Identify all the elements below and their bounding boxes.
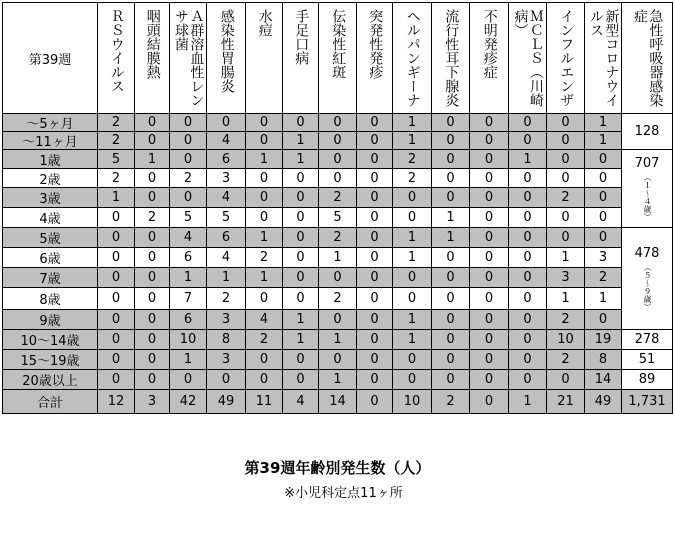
- table-cell: 2: [393, 150, 432, 169]
- table-cell: 1: [135, 150, 170, 169]
- table-cell: 0: [509, 288, 547, 310]
- table-cell: 0: [470, 330, 509, 350]
- table-cell: 0: [470, 228, 509, 248]
- table-cell: 5: [98, 150, 135, 169]
- total-cell: 2: [432, 390, 470, 414]
- table-cell: 0: [509, 132, 547, 150]
- table-cell: 1: [393, 310, 432, 330]
- table-cell: 0: [170, 370, 207, 390]
- row-label: 2歳: [2, 169, 98, 188]
- table-cell: 0: [207, 370, 246, 390]
- table-cell: 0: [319, 150, 357, 169]
- table-cell: 0: [319, 310, 357, 330]
- column-header-text: 不明発疹症: [481, 9, 498, 79]
- column-header: [98, 2, 135, 114]
- column-header-text: 手足口病: [293, 9, 310, 65]
- table-cell: 0: [470, 169, 509, 188]
- table-cell: 0: [207, 114, 246, 132]
- table-cell: 3: [585, 248, 622, 268]
- table-cell: 0: [246, 169, 283, 188]
- table-cell: 0: [357, 330, 393, 350]
- table-cell: 0: [470, 288, 509, 310]
- column-header: [283, 2, 319, 114]
- column-header-text: ヘルパンギーナ: [404, 9, 421, 107]
- table-cell: 4: [246, 310, 283, 330]
- table-cell: 0: [357, 228, 393, 248]
- table-cell: 0: [135, 114, 170, 132]
- acute-group-cell: [622, 228, 673, 330]
- acute-group-age-range: （５～９歳）: [642, 263, 652, 311]
- table-cell: 0: [170, 188, 207, 208]
- table-cell: 3: [207, 169, 246, 188]
- table-cell: 0: [509, 208, 547, 228]
- table-cell: 0: [357, 188, 393, 208]
- row-label: ～5ヶ月: [2, 114, 98, 132]
- column-header-text: ＲＳウイルス: [108, 9, 125, 93]
- column-header-text: 伝染性紅斑: [330, 9, 347, 79]
- table-cell: 2: [319, 288, 357, 310]
- table-cell: 2: [547, 188, 585, 208]
- table-cell: 0: [246, 208, 283, 228]
- table-cell: 0: [357, 169, 393, 188]
- table-cell: 0: [509, 114, 547, 132]
- table-cell: 0: [135, 132, 170, 150]
- total-cell: 0: [470, 390, 509, 414]
- table-cell: 0: [98, 288, 135, 310]
- table-cell: 0: [135, 330, 170, 350]
- table-cell: 0: [319, 169, 357, 188]
- table-cell: 0: [432, 310, 470, 330]
- column-header: [585, 2, 622, 114]
- table-cell: 0: [470, 248, 509, 268]
- column-header: [432, 2, 470, 114]
- table-cell: 1: [98, 188, 135, 208]
- table-cell: 2: [170, 169, 207, 188]
- table-cell: 7: [170, 288, 207, 310]
- table-cell: 0: [509, 350, 547, 370]
- table-cell: 8: [207, 330, 246, 350]
- acute-total-cell: 1,731: [622, 390, 673, 414]
- table-cell: 4: [207, 248, 246, 268]
- table-cell: 0: [246, 188, 283, 208]
- table-cell: 0: [283, 208, 319, 228]
- total-cell: 42: [170, 390, 207, 414]
- table-cell: 1: [283, 150, 319, 169]
- column-header-text: 水痘: [256, 9, 273, 37]
- table-cell: 0: [246, 114, 283, 132]
- table-cell: 0: [432, 350, 470, 370]
- table-cell: 0: [135, 310, 170, 330]
- table-cell: 0: [393, 370, 432, 390]
- row-label: 15～19歳: [2, 350, 98, 370]
- table-cell: 0: [432, 188, 470, 208]
- acute-group-cell: [622, 350, 673, 370]
- row-label: 4歳: [2, 208, 98, 228]
- table-cell: 0: [470, 132, 509, 150]
- table-cell: 0: [98, 248, 135, 268]
- table-cell: 0: [319, 132, 357, 150]
- table-cell: 0: [357, 208, 393, 228]
- column-header: [135, 2, 170, 114]
- table-cell: 5: [319, 208, 357, 228]
- table-cell: 0: [432, 132, 470, 150]
- table-cell: 1: [319, 370, 357, 390]
- table-cell: 0: [547, 150, 585, 169]
- table-cell: 0: [547, 370, 585, 390]
- table-cell: 0: [357, 268, 393, 288]
- table-cell: 6: [207, 228, 246, 248]
- table-cell: 3: [207, 310, 246, 330]
- table-cell: 5: [170, 208, 207, 228]
- table-cell: 0: [98, 350, 135, 370]
- table-cell: 0: [357, 132, 393, 150]
- acute-group-cell: [622, 330, 673, 350]
- table-cell: 0: [470, 310, 509, 330]
- table-cell: 1: [585, 114, 622, 132]
- table-cell: 1: [432, 228, 470, 248]
- table-cell: 0: [509, 310, 547, 330]
- table-cell: 0: [319, 350, 357, 370]
- table-cell: 0: [432, 150, 470, 169]
- table-cell: 0: [509, 188, 547, 208]
- table-cell: 0: [509, 169, 547, 188]
- total-cell: 14: [319, 390, 357, 414]
- row-label: 20歳以上: [2, 370, 98, 390]
- table-cell: 1: [393, 114, 432, 132]
- table-cell: 0: [547, 114, 585, 132]
- table-cell: 4: [170, 228, 207, 248]
- table-cell: 0: [432, 248, 470, 268]
- acute-group-value: 89: [638, 372, 656, 387]
- total-cell: 49: [585, 390, 622, 414]
- row-label: 10～14歳: [2, 330, 98, 350]
- table-cell: 0: [283, 228, 319, 248]
- table-cell: 1: [585, 288, 622, 310]
- row-label: 3歳: [2, 188, 98, 208]
- table-cell: 0: [547, 208, 585, 228]
- table-cell: 0: [393, 208, 432, 228]
- total-cell: 0: [357, 390, 393, 414]
- column-header-text: インフルエンザ: [558, 9, 575, 107]
- table-cell: 0: [357, 310, 393, 330]
- table-cell: 3: [207, 350, 246, 370]
- table-cell: 2: [547, 310, 585, 330]
- column-header-text: Ａ群溶血性レンサ球菌: [173, 9, 205, 107]
- table-cell: 6: [170, 310, 207, 330]
- table-cell: 1: [393, 330, 432, 350]
- table-cell: 0: [246, 132, 283, 150]
- table-cell: 0: [283, 248, 319, 268]
- table-cell: 6: [170, 248, 207, 268]
- table-cell: 1: [283, 310, 319, 330]
- table-cell: 1: [393, 132, 432, 150]
- table-cell: 0: [393, 350, 432, 370]
- table-cell: 0: [547, 228, 585, 248]
- table-cell: 1: [432, 208, 470, 228]
- column-header: [470, 2, 509, 114]
- table-cell: 0: [135, 169, 170, 188]
- column-header: [509, 2, 547, 114]
- acute-group-value: 51: [638, 352, 656, 367]
- table-cell: 0: [283, 169, 319, 188]
- table-cell: 1: [283, 132, 319, 150]
- table-cell: 0: [283, 288, 319, 310]
- table-cell: 0: [98, 228, 135, 248]
- table-cell: 1: [246, 150, 283, 169]
- table-cell: 0: [509, 248, 547, 268]
- total-cell: 3: [135, 390, 170, 414]
- table-cell: 2: [585, 268, 622, 288]
- acute-group-value: 278: [634, 332, 660, 347]
- table-cell: 2: [135, 208, 170, 228]
- table-cell: 0: [432, 268, 470, 288]
- table-cell: 0: [135, 268, 170, 288]
- table-cell: 3: [547, 268, 585, 288]
- table-cell: 0: [135, 370, 170, 390]
- table-cell: 2: [319, 228, 357, 248]
- table-cell: 0: [283, 114, 319, 132]
- table-cell: 2: [207, 288, 246, 310]
- table-cell: 2: [547, 350, 585, 370]
- table-cell: 0: [98, 208, 135, 228]
- table-cell: 1: [246, 268, 283, 288]
- table-cell: 1: [547, 248, 585, 268]
- acute-column-header: [622, 2, 673, 114]
- column-header: [207, 2, 246, 114]
- row-label: 7歳: [2, 268, 98, 288]
- column-header: [170, 2, 207, 114]
- column-header-text: ＭＣＬＳ（川崎病）: [512, 9, 544, 107]
- table-cell: 0: [283, 370, 319, 390]
- total-cell: 21: [547, 390, 585, 414]
- column-header: [357, 2, 393, 114]
- total-cell: 49: [207, 390, 246, 414]
- acute-group-value: 478: [634, 246, 660, 261]
- column-header: [547, 2, 585, 114]
- acute-group-cell: [622, 114, 673, 150]
- table-cell: 1: [246, 228, 283, 248]
- table-cell: 1: [393, 228, 432, 248]
- table-cell: 0: [470, 114, 509, 132]
- table-cell: 0: [135, 350, 170, 370]
- total-cell: 12: [98, 390, 135, 414]
- table-cell: 0: [470, 370, 509, 390]
- table-cell: 0: [470, 208, 509, 228]
- table-cell: 0: [585, 208, 622, 228]
- table-cell: 0: [357, 288, 393, 310]
- table-cell: 0: [135, 228, 170, 248]
- table-cell: 0: [357, 150, 393, 169]
- table-cell: 0: [246, 350, 283, 370]
- table-cell: 1: [585, 132, 622, 150]
- table-cell: 2: [393, 169, 432, 188]
- table-cell: 1: [393, 248, 432, 268]
- table-cell: 0: [585, 188, 622, 208]
- column-header: [319, 2, 357, 114]
- table-cell: 0: [547, 132, 585, 150]
- table-cell: 0: [509, 228, 547, 248]
- table-cell: 0: [432, 288, 470, 310]
- column-header: [393, 2, 432, 114]
- total-cell: 11: [246, 390, 283, 414]
- table-cell: 0: [283, 268, 319, 288]
- table-cell: 0: [319, 268, 357, 288]
- table-cell: 0: [170, 132, 207, 150]
- table-cell: 2: [98, 132, 135, 150]
- table-caption-note: ※小児科定点11ヶ所: [284, 486, 403, 501]
- table-cell: 0: [432, 169, 470, 188]
- table-cell: 1: [509, 150, 547, 169]
- row-label: 9歳: [2, 310, 98, 330]
- column-header-text: 流行性耳下腺炎: [443, 9, 460, 107]
- table-cell: 0: [135, 248, 170, 268]
- table-cell: 0: [246, 370, 283, 390]
- column-header-text: 咽頭結膜熱: [144, 9, 161, 79]
- total-label: 合計: [2, 390, 98, 414]
- table-cell: 0: [357, 248, 393, 268]
- table-cell: 2: [98, 114, 135, 132]
- table-cell: 1: [207, 268, 246, 288]
- table-cell: 4: [207, 132, 246, 150]
- acute-group-value: 707: [634, 156, 660, 171]
- table-cell: 0: [585, 310, 622, 330]
- table-cell: 0: [357, 114, 393, 132]
- row-label: 8歳: [2, 288, 98, 310]
- table-cell: 0: [393, 188, 432, 208]
- table-cell: 2: [98, 169, 135, 188]
- acute-group-cell: [622, 150, 673, 228]
- table-cell: 0: [170, 150, 207, 169]
- column-header-text: 突発性発疹: [367, 9, 384, 79]
- table-cell: 0: [470, 268, 509, 288]
- table-cell: 0: [98, 370, 135, 390]
- total-cell: 4: [283, 390, 319, 414]
- table-cell: 0: [432, 370, 470, 390]
- table-cell: 0: [246, 288, 283, 310]
- table-cell: 1: [547, 288, 585, 310]
- table-cell: 0: [283, 350, 319, 370]
- table-cell: 0: [432, 114, 470, 132]
- table-cell: 0: [135, 188, 170, 208]
- table-cell: 2: [246, 330, 283, 350]
- row-label: 6歳: [2, 248, 98, 268]
- table-cell: 6: [207, 150, 246, 169]
- table-cell: 0: [509, 268, 547, 288]
- total-cell: 10: [393, 390, 432, 414]
- column-header-text: 新型コロナウイルス: [588, 9, 620, 107]
- table-caption-title: 第39週年齢別発生数（人）: [244, 459, 431, 477]
- table-cell: 1: [170, 350, 207, 370]
- acute-group-cell: [622, 370, 673, 390]
- acute-group-value: 128: [634, 124, 660, 139]
- table-cell: 0: [585, 228, 622, 248]
- table-cell: 10: [547, 330, 585, 350]
- table-cell: 0: [283, 188, 319, 208]
- table-cell: 0: [170, 114, 207, 132]
- table-cell: 0: [432, 330, 470, 350]
- row-label: ～11ヶ月: [2, 132, 98, 150]
- table-cell: 5: [207, 208, 246, 228]
- table-cell: 4: [207, 188, 246, 208]
- table-cell: 0: [470, 150, 509, 169]
- table-cell: 0: [393, 288, 432, 310]
- table-cell: 19: [585, 330, 622, 350]
- table-cell: 0: [135, 288, 170, 310]
- column-header-text: 感染性胃腸炎: [218, 9, 235, 93]
- table-cell: 0: [357, 370, 393, 390]
- table-cell: 0: [393, 268, 432, 288]
- corner-header: 第39週: [2, 2, 98, 114]
- table-cell: 0: [547, 169, 585, 188]
- table-cell: 0: [319, 114, 357, 132]
- table-cell: 2: [246, 248, 283, 268]
- table-cell: 0: [98, 310, 135, 330]
- total-cell: 1: [509, 390, 547, 414]
- table-cell: 1: [319, 330, 357, 350]
- table-cell: 1: [283, 330, 319, 350]
- table-cell: 0: [585, 150, 622, 169]
- table-cell: 0: [509, 370, 547, 390]
- row-label: 1歳: [2, 150, 98, 169]
- table-cell: 0: [470, 350, 509, 370]
- table-cell: 0: [357, 350, 393, 370]
- acute-column-header-text: 急性呼吸器感染症: [632, 9, 664, 107]
- table-cell: 0: [509, 330, 547, 350]
- table-cell: 10: [170, 330, 207, 350]
- column-header: [246, 2, 283, 114]
- table-cell: 1: [319, 248, 357, 268]
- table-cell: 0: [98, 330, 135, 350]
- table-cell: 0: [470, 188, 509, 208]
- table-cell: 1: [170, 268, 207, 288]
- row-label: 5歳: [2, 228, 98, 248]
- table-cell: 14: [585, 370, 622, 390]
- acute-group-age-range: （１～４歳）: [642, 173, 652, 221]
- table-cell: 8: [585, 350, 622, 370]
- table-cell: 2: [319, 188, 357, 208]
- table-cell: 0: [98, 268, 135, 288]
- table-cell: 0: [585, 169, 622, 188]
